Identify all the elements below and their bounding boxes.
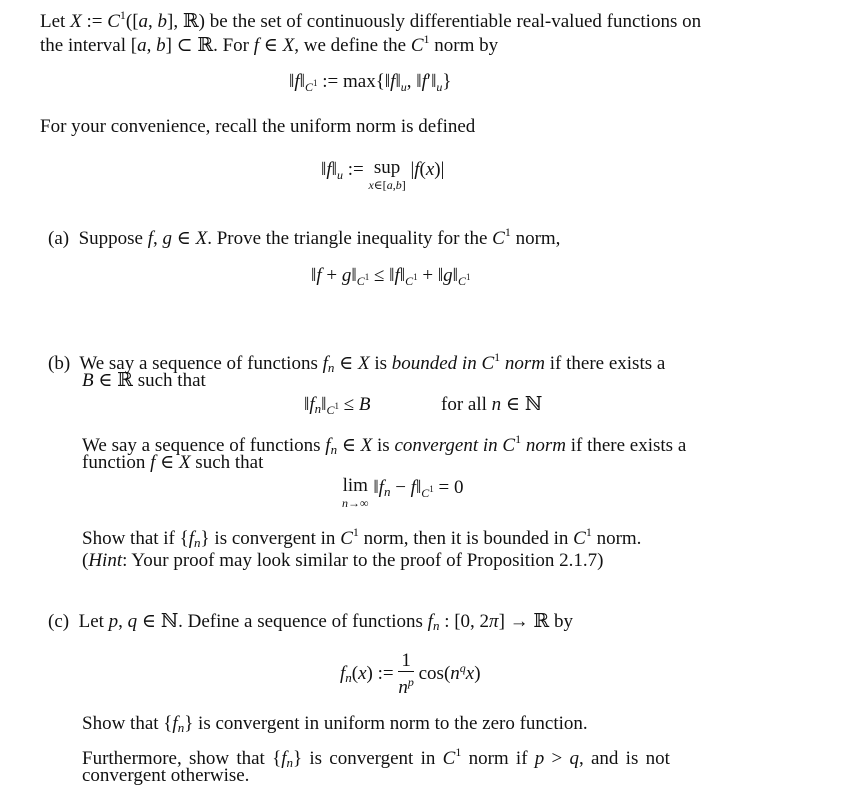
part-b-line-4: function f ∈ X such that bbox=[82, 452, 264, 473]
part-c-show-2: Furthermore, show that {fn} is convergent in $C^1$ norm if p > q, and is not bbox=[82, 745, 670, 770]
part-b-line-3: We say a sequence of functions fn ∈ X is convergent in $C^1$ norm if there exists a bbox=[82, 432, 687, 457]
recall-text: For your convenience, recall the uniform norm is defined bbox=[40, 116, 476, 137]
hint-text: : Your proof may look similar to the proof of Proposition 2.1.7) bbox=[122, 550, 604, 571]
intro-line-1: Let X := $C^1([a$, b], ℝ) be the set of continuously differentiable real-valued functions on bbox=[40, 8, 702, 32]
sequence-formula: fn(x) := $\frac{1}{n^p}$ $\cos(n^qx)$ bbox=[340, 650, 481, 698]
part-a-label: (a) bbox=[48, 228, 70, 249]
part-b-show: Show that if {fn} is convergent in $C^1$ norm, then it is bounded in $C^1$ norm. bbox=[82, 525, 642, 550]
bounded-formula: $‖fn‖_{C^1} \le B$ bbox=[304, 394, 371, 417]
part-c-line-1: (c) Let p, q ∈ ℕ. Define a sequence of functions fn : [0, 2π] → ℝ by bbox=[48, 611, 573, 633]
limit-formula: lim n→∞ ‖fn − $f‖_{C^1} = 0$ bbox=[342, 475, 464, 510]
bounded-condition: for all n ∈ ℕ bbox=[441, 394, 543, 415]
part-c-label: (c) bbox=[48, 611, 70, 632]
intro-line-2: the interval [a, b] ⊂ ℝ. For f ∈ X, we define the $C^1$ norm by bbox=[40, 32, 499, 56]
part-a: (a) Suppose f, g ∈ X. Prove the triangle inequality for the $C^1$ norm, bbox=[48, 225, 561, 249]
part-c-show-3: convergent otherwise. bbox=[82, 765, 250, 786]
part-b-line-2: B ∈ ℝ such that bbox=[82, 370, 206, 391]
part-b-hint: (Hint: Your proof may look similar to the proof of Proposition 2.1.7) bbox=[82, 550, 604, 571]
uniform-norm-definition: $‖f‖_u$ := sup x∈[a,b] |f(x)| bbox=[321, 157, 445, 192]
hint-label: Hint bbox=[88, 550, 123, 571]
part-b-label: (b) bbox=[48, 353, 71, 374]
part-b-line-1: (b) We say a sequence of functions fn ∈ X is bounded in $C^1$ norm if there exists a bbox=[48, 350, 666, 375]
part-c-show-1: Show that {fn} is convergent in uniform norm to the zero function. bbox=[82, 713, 588, 735]
triangle-inequality-formula: ‖f + $g‖_{C^1}$ ≤ $‖f‖_{C^1}$ + $‖g‖_{C^1}$ bbox=[311, 265, 471, 288]
c1-norm-definition: $‖f‖_{C^1}$ := $\max\{‖f‖_u$, $‖f'‖_u$} bbox=[289, 71, 452, 94]
